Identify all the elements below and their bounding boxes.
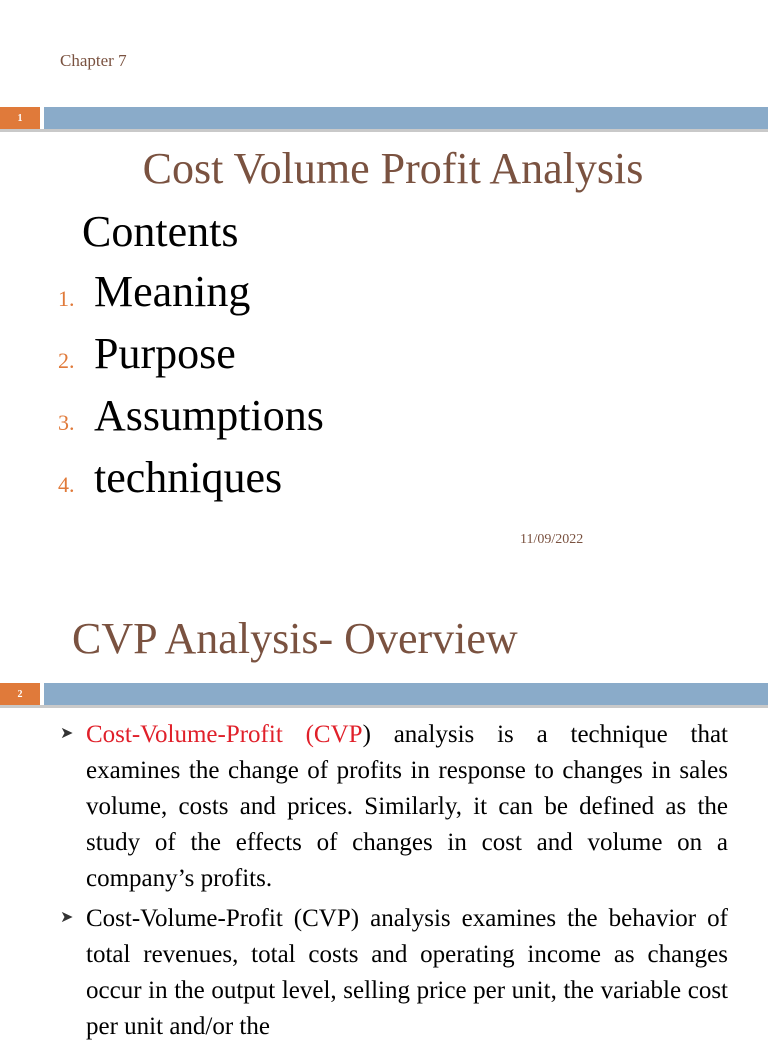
list-item <box>58 390 324 452</box>
slide-2-title: CVP Analysis- Overview <box>72 614 518 663</box>
list-item-number: 4. <box>58 472 75 497</box>
bullet-text: Cost-Volume-Profit (CVP) analysis examines the behavior of total revenues, total costs and operating income as changes occur in the output level, selling price per unit, the variable cost per unit and/or the <box>86 905 728 1040</box>
highlighted-term: Cost-Volume-Profit (CVP <box>86 721 363 748</box>
list-item <box>58 328 324 390</box>
list-item-number: 3. <box>58 410 75 435</box>
slide-2-body <box>60 717 728 1049</box>
slide-2-header-bar <box>0 683 768 708</box>
list-item <box>58 266 324 328</box>
list-item-label: Meaning <box>94 267 251 316</box>
slide-1-header-bar <box>0 107 768 132</box>
slide-number-badge: 2 <box>0 683 44 705</box>
list-item-number: 2. <box>58 348 75 373</box>
slide-date: 11/09/2022 <box>520 532 584 547</box>
slide-1-title: Cost Volume Profit Analysis <box>142 144 644 193</box>
bullet-point <box>60 901 728 1045</box>
list-item-label: Purpose <box>94 329 236 378</box>
bullet-text <box>86 717 728 897</box>
list-item-number: 1. <box>58 286 75 311</box>
contents-heading: Contents <box>82 207 239 256</box>
list-item-label: Assumptions <box>94 391 324 440</box>
arrow-bullet-icon: ➤ <box>60 723 74 742</box>
bullet-body-text: ) analysis is a technique that examines the change of profits in response to changes in sales volume, costs and prices. Similarly, it can be defined as the study of the effects of changes in cost and volume on a company’s profits. <box>86 721 728 892</box>
list-item-label: techniques <box>94 453 283 502</box>
chapter-label: Chapter 7 <box>60 51 127 70</box>
arrow-bullet-icon: ➤ <box>60 907 74 926</box>
slide-number-badge: 1 <box>0 107 44 129</box>
list-item <box>58 452 324 514</box>
contents-list <box>58 266 324 514</box>
bullet-point <box>60 717 728 897</box>
